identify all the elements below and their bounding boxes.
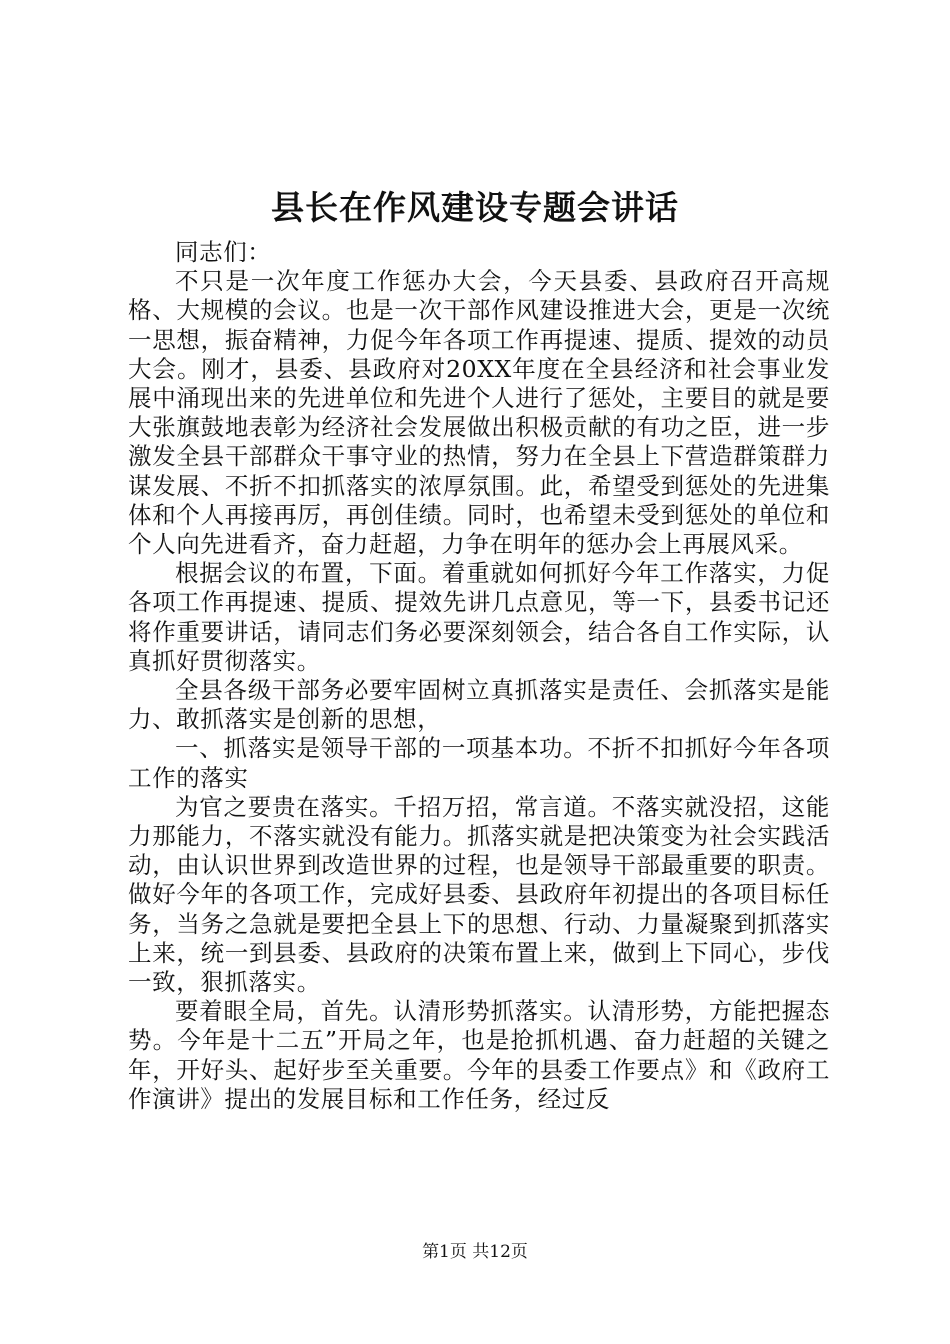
paragraph-2: 根据会议的布置，下面。着重就如何抓好今年工作落实，力促各项工作再提速、提质、提效先讲几点意见，等一下，县委书记还将作重要讲话，请同志们务必要深刻领会，结合各自工作实际，认真抓好贯彻落实。 bbox=[128, 559, 830, 675]
salutation: 同志们： bbox=[175, 238, 272, 266]
page-number: 第1页 共12页 bbox=[422, 1242, 528, 1262]
paragraph-5: 要着眼全局，首先。认清形势抓落实。认清形势，方能把握态势。今年是十二五”开局之年，也是抢抓机遇、奋力赶超的关键之年，开好头、起好步至关重要。今年的县委工作要点》和《政府工作演讲》提出的发展目标和工作任务，经过反 bbox=[128, 997, 830, 1113]
paragraph-3: 全县各级干部务必要牢固树立真抓落实是责任、会抓落实是能力、敢抓落实是创新的思想， bbox=[128, 676, 830, 734]
document-title: 县长在作风建设专题会讲话 bbox=[271, 188, 679, 227]
paragraph-4: 为官之要贵在落实。千招万招，常言道。不落实就没招，这能力那能力，不落实就没有能力。抓落实就是把决策变为社会实践活动，由认识世界到改造世界的过程，也是领导干部最重要的职责。做好今年的各项工作，完成好县委、县政府年初提出的各项目标任务，当务之急就是要把全县上下的思想、行动、力量凝聚到抓落实上来，统一到县委、县政府的决策布置上来，做到上下同心，步伐一致，狠抓落实。 bbox=[128, 792, 830, 997]
document-body bbox=[128, 238, 830, 1114]
section-heading-1: 一、抓落实是领导干部的一项基本功。不折不扣抓好今年各项工作的落实 bbox=[128, 734, 830, 792]
paragraph-1: 不只是一次年度工作惩办大会，今天县委、县政府召开高规格、大规模的会议。也是一次干部作风建设推进大会，更是一次统一思想，振奋精神，力促今年各项工作再提速、提质、提效的动员大会。刚才，县委、县政府对20XX年度在全县经济和社会事业发展中涌现出来的先进单位和先进个人进行了惩处，主要目的就是要大张旗鼓地表彰为经济社会发展做出积极贡献的有功之臣，进一步激发全县干部群众干事守业的热情，努力在全县上下营造群策群力谋发展、不折不扣抓落实的浓厚氛围。此，希望受到惩处的先进集体和个人再接再厉，再创佳绩。同时，也希望未受到惩处的单位和个人向先进看齐，奋力赶超，力争在明年的惩办会上再展风采。 bbox=[128, 267, 830, 559]
page-footer bbox=[0, 1240, 950, 1264]
